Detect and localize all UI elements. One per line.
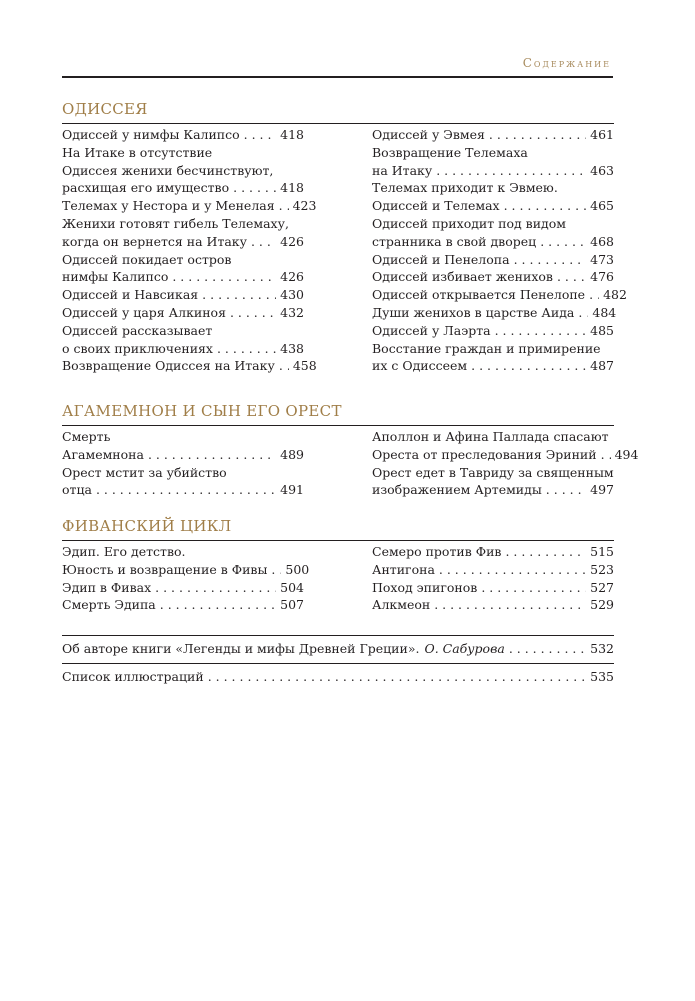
toc-entry-title: Одиссей у Эвмея <box>372 127 485 142</box>
toc-entry-title: Поход эпигонов <box>372 579 478 595</box>
toc-column-left <box>62 543 310 614</box>
toc-column-left <box>62 126 317 375</box>
toc-entry-title: Женихи готовят гибель Телемаху, <box>62 215 289 231</box>
leader-dots <box>546 481 586 499</box>
leader-dots <box>471 357 586 375</box>
toc-entry-title: Орест мстит за убийство <box>62 464 227 480</box>
section-theban-cycle <box>62 515 614 614</box>
leader-dots <box>208 666 586 688</box>
toc-entry[interactable] <box>372 579 614 597</box>
leader-dots <box>601 446 611 464</box>
header-rule <box>62 76 613 78</box>
toc-entry-page: 504 <box>280 579 304 595</box>
toc-entry-title: Эдип в Фивах <box>62 579 152 595</box>
toc-column-right <box>372 543 614 614</box>
toc-entry[interactable] <box>372 179 614 197</box>
toc-entry[interactable] <box>372 561 614 579</box>
section-divider <box>62 540 614 541</box>
toc-entry-title: Одиссей у царя Алкиноя <box>62 304 226 320</box>
toc-entry-page: 461 <box>590 127 614 142</box>
leader-dots <box>244 126 276 144</box>
leader-dots <box>557 268 586 286</box>
toc-entry-title: их с Одиссеем <box>372 358 468 374</box>
toc-entry-title: Одиссей покидает остров <box>62 251 232 267</box>
toc-entry-title: Орест едет в Тавриду за священным <box>372 464 614 480</box>
toc-entry-page: 473 <box>590 251 614 267</box>
toc-extras <box>62 632 614 688</box>
toc-entry-title: на Итаку <box>372 162 433 178</box>
toc-entry-page: 497 <box>590 482 614 498</box>
toc-entry-title: Эдип. Его детство. <box>62 544 186 559</box>
toc-entry[interactable] <box>62 543 304 561</box>
toc-entry-page: 494 <box>614 446 639 462</box>
toc-entry[interactable] <box>372 286 627 304</box>
leader-dots <box>148 446 276 464</box>
toc-entry-page: 426 <box>280 233 304 249</box>
toc-entry[interactable] <box>62 561 310 579</box>
toc-entry[interactable] <box>62 464 304 500</box>
toc-entry[interactable] <box>372 197 614 215</box>
section-agamemnon <box>62 400 639 499</box>
toc-entry-page: 458 <box>292 358 317 374</box>
toc-entry-page: 523 <box>590 561 614 577</box>
toc-entry-page: 418 <box>280 180 304 196</box>
section-divider <box>62 425 614 426</box>
toc-entry-page: 489 <box>280 446 304 462</box>
toc-entry-title: Смерть <box>62 429 111 444</box>
toc-entry[interactable] <box>62 357 317 375</box>
toc-entry-page: 532 <box>590 641 614 656</box>
toc-entry-title: странника в свой дворец <box>372 233 537 249</box>
toc-entry-page: 468 <box>590 233 614 249</box>
toc-entry[interactable] <box>62 197 317 215</box>
toc-entry-title: Возвращение Телемаха <box>372 144 528 160</box>
leader-dots <box>279 357 289 375</box>
toc-entry[interactable] <box>62 286 304 304</box>
toc-entry-page: 423 <box>292 198 317 214</box>
leader-dots <box>434 596 586 614</box>
toc-entry[interactable] <box>62 428 304 464</box>
leader-dots <box>172 268 276 286</box>
toc-entry-title: Алкмеон <box>372 597 431 613</box>
toc-entry-page: 465 <box>590 198 614 214</box>
toc-entry-page: 535 <box>590 669 614 684</box>
toc-entry-title: Одиссей приходит под видом <box>372 215 566 231</box>
leader-dots <box>578 304 588 322</box>
toc-entry-page: 463 <box>590 162 614 178</box>
toc-entry-page: 515 <box>590 544 614 559</box>
leader-dots <box>271 561 281 579</box>
toc-entry[interactable] <box>62 144 304 162</box>
leader-dots <box>251 233 276 251</box>
toc-entry-page: 485 <box>590 322 614 338</box>
toc-entry-title: Юность и возвращение в Фивы <box>62 561 268 577</box>
leader-dots <box>481 579 586 597</box>
toc-entry-page: 491 <box>280 482 304 498</box>
toc-entry-title: о своих приключениях <box>62 340 213 356</box>
section-odyssey <box>62 98 627 375</box>
toc-entry-title: Телемах у Нестора и у Менелая <box>62 198 275 214</box>
leader-dots <box>505 543 586 561</box>
section-divider <box>62 123 614 124</box>
toc-entry-page: 482 <box>603 287 627 303</box>
leader-dots <box>202 286 276 304</box>
toc-entry-title: Телемах приходит к Эвмею. <box>372 180 558 196</box>
leader-dots <box>217 340 276 358</box>
toc-column-right <box>372 428 639 499</box>
leader-dots <box>155 579 276 597</box>
toc-entry[interactable] <box>372 215 614 251</box>
toc-entry[interactable] <box>62 304 304 322</box>
leader-dots <box>540 233 586 251</box>
toc-entry-title: Одиссей рассказывает <box>62 322 213 338</box>
toc-entry-page: 476 <box>590 269 614 285</box>
toc-entry-page: 529 <box>590 597 614 613</box>
toc-entry[interactable] <box>372 304 617 322</box>
toc-entry-title: Аполлон и Афина Паллада спасают <box>372 429 609 444</box>
section-divider <box>62 635 614 636</box>
toc-entry-author-name: О. Сабурова <box>424 641 505 656</box>
toc-entry-title: расхищая его имущество <box>62 180 230 196</box>
leader-dots <box>230 304 276 322</box>
toc-entry-page: 487 <box>590 358 614 374</box>
toc-entry-title: изображением Артемиды <box>372 482 542 498</box>
toc-entry-title: когда он вернется на Итаку <box>62 233 247 249</box>
toc-entry[interactable] <box>372 464 614 500</box>
toc-entry-title: Список иллюстраций <box>62 669 204 684</box>
leader-dots <box>489 126 586 144</box>
leader-dots <box>96 481 276 499</box>
toc-entry-title: нимфы Калипсо <box>62 269 169 285</box>
toc-entry-title: отца <box>62 482 92 498</box>
toc-entry-page: 527 <box>590 579 614 595</box>
leader-dots <box>514 251 587 269</box>
toc-entry-title: Одиссея женихи бесчинствуют, <box>62 162 274 178</box>
toc-column-right <box>372 126 627 375</box>
section-title: ОДИССЕЯ <box>62 100 148 118</box>
toc-entry[interactable] <box>372 446 639 464</box>
toc-entry-author[interactable] <box>62 638 614 660</box>
leader-dots <box>436 162 586 180</box>
toc-entry[interactable] <box>372 322 614 340</box>
toc-column-left <box>62 428 304 499</box>
leader-dots <box>160 596 276 614</box>
toc-entry-page: 484 <box>592 304 617 320</box>
toc-entry-page: 500 <box>285 561 310 577</box>
toc-entry-title: Ореста от преследования Эриний <box>372 446 597 462</box>
leader-dots <box>233 179 276 197</box>
toc-entry[interactable] <box>372 428 614 446</box>
toc-entry-page: 418 <box>280 127 304 142</box>
toc-entry-page: 438 <box>280 340 304 356</box>
leader-dots <box>589 286 599 304</box>
toc-entry[interactable] <box>62 251 304 287</box>
toc-entry-title: Одиссей открывается Пенелопе <box>372 287 586 303</box>
toc-entry-title: Души женихов в царстве Аида <box>372 304 575 320</box>
toc-entry[interactable] <box>62 162 304 198</box>
leader-dots <box>509 638 586 660</box>
toc-entry[interactable] <box>372 268 614 286</box>
toc-entry[interactable] <box>62 322 304 358</box>
toc-entry-title: Одиссей и Пенелопа <box>372 251 510 267</box>
toc-entry-title: Восстание граждан и примирение <box>372 340 601 356</box>
toc-entry-title: Смерть Эдипа <box>62 597 156 613</box>
toc-entry[interactable] <box>62 126 304 144</box>
leader-dots <box>495 322 587 340</box>
toc-entry-page: 426 <box>280 269 304 285</box>
section-title: ФИВАНСКИЙ ЦИКЛ <box>62 517 232 535</box>
toc-entry[interactable] <box>372 126 614 144</box>
toc-entry-title: Антигона <box>372 561 435 577</box>
leader-dots <box>279 197 289 215</box>
toc-entry-page: 430 <box>280 287 304 303</box>
toc-entry-page: 507 <box>280 597 304 613</box>
toc-entry-title: Агамемнона <box>62 446 144 462</box>
toc-entry[interactable] <box>372 543 614 561</box>
running-title: Содержание <box>522 56 611 70</box>
toc-entry-title: Семеро против Фив <box>372 544 502 559</box>
toc-entry-title: Об авторе книги «Легенды и мифы Древней Греции». <box>62 641 420 656</box>
toc-entry-illustrations[interactable] <box>62 666 614 688</box>
toc-entry-title: Одиссей у нимфы Калипсо <box>62 127 240 142</box>
toc-entry[interactable] <box>372 251 614 269</box>
toc-entry[interactable] <box>62 596 304 614</box>
toc-entry-title: Одиссей и Телемах <box>372 198 500 214</box>
leader-dots <box>504 197 587 215</box>
toc-entry[interactable] <box>372 340 614 376</box>
toc-entry-page: 432 <box>280 304 304 320</box>
leader-dots <box>439 561 586 579</box>
toc-entry[interactable] <box>62 579 304 597</box>
toc-entry[interactable] <box>372 144 614 180</box>
toc-entry-title: Одиссей у Лаэрта <box>372 322 491 338</box>
toc-entry-title: Возвращение Одиссея на Итаку <box>62 358 275 374</box>
section-divider <box>62 663 614 664</box>
toc-entry-title: Одиссей избивает женихов <box>372 269 553 285</box>
toc-entry[interactable] <box>372 596 614 614</box>
section-title: АГАМЕМНОН И СЫН ЕГО ОРЕСТ <box>62 402 342 420</box>
toc-entry[interactable] <box>62 215 304 251</box>
toc-entry-title: Одиссей и Навсикая <box>62 287 199 303</box>
toc-entry-title: На Итаке в отсутствие <box>62 144 213 160</box>
